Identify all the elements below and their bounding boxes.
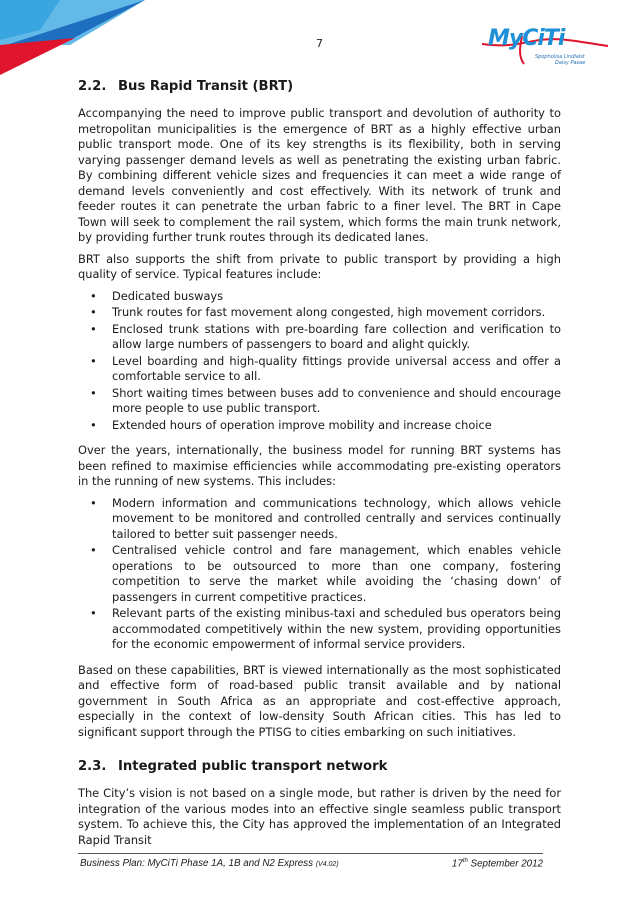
logo-tagline-line1: Spopholisa Lindlalst (535, 54, 585, 60)
logo-tagline-line2: Daisy Pasae (555, 60, 586, 66)
page-footer (78, 853, 543, 870)
logo-brand: MyCiTi (488, 26, 565, 51)
section-heading-2-2 (78, 78, 561, 96)
paragraph: Over the years, internationally, the business model for running BRT systems has been refined to maximise efficiencies while accommodating pre-existing operators in the running of new systems. This includes: (78, 443, 561, 488)
features-list (78, 289, 561, 434)
footer-date-suffix: th (462, 858, 468, 864)
section-title: Integrated public transport network (118, 759, 388, 774)
footer-version: (V4.02) (315, 861, 339, 868)
list-item: • Extended hours of operation improve mobility and increase choice (112, 418, 561, 434)
footer-date-day: 17 (451, 858, 463, 870)
section-heading-2-3 (78, 758, 561, 776)
list-item: • Centralised vehicle control and fare management, which enables vehicle operations to be outsourced to more than one company, fostering competition to serve the market while avoiding the ‘chasing down’ of passengers in current competitive practices. (112, 543, 561, 605)
footer-title-text: Business Plan: MyCiTi Phase 1A, 1B and N2 Express (80, 858, 313, 869)
page-number: 7 (316, 37, 323, 50)
header-corner-graphic (0, 0, 150, 80)
section-number: 2.3. (78, 759, 107, 774)
list-item: • Short waiting times between buses add to convenience and should encourage more people to use public transport. (112, 386, 561, 417)
list-item: • Dedicated busways (112, 289, 561, 305)
list-item: • Modern information and communications technology, which allows vehicle movement to be monitored and controlled centrally and services continually tailored to better suit passenger needs. (112, 496, 561, 543)
list-item: • Relevant parts of the existing minibus-taxi and scheduled bus operators being accommodated competitively within the new system, providing opportunities for the economic empowerment of informal service providers. (112, 606, 561, 653)
paragraph: BRT also supports the shift from private to public transport by providing a high quality of service. Typical features include: (78, 251, 561, 281)
section-number: 2.2. (78, 79, 107, 94)
paragraph: Accompanying the need to improve public transport and devolution of authority to metropolitan municipalities is the emergence of BRT as a highly effective urban public transport mode. One of its key strengths is its flexibility, both in serving varying passenger demand levels as well as penetrating the existing urban fabric. By combining different vehicle sizes and frequencies it can meet a wide range of demand levels conveniently and cost effectively. With its network of trunk and feeder routes it can penetrate the urban fabric to a finer level. The BRT in Cape Town will seek to complement the rail system, which forms the main trunk network, by providing further trunk routes through its dedicated lanes. (78, 106, 561, 244)
document-body (78, 78, 561, 854)
footer-doc-title (80, 858, 339, 869)
footer-date-rest: September 2012 (467, 858, 543, 870)
section-title: Bus Rapid Transit (BRT) (118, 79, 294, 94)
list-item: • Level boarding and high-quality fittings provide universal access and offer a comfortable service to all. (112, 354, 561, 385)
logo-tagline (535, 54, 585, 66)
list-item: • Enclosed trunk stations with pre-boarding fare collection and verification to allow large numbers of passengers to board and alight quickly. (112, 322, 561, 353)
paragraph: The City’s vision is not based on a single mode, but rather is driven by the need for integration of the various modes into an effective single seamless public transport system. To achieve this, the City has approved the implementation of an Integrated Rapid Transit (78, 786, 561, 847)
business-model-list (78, 496, 561, 653)
footer-date (452, 858, 543, 869)
myciti-logo (480, 22, 620, 72)
list-item: • Trunk routes for fast movement along congested, high movement corridors. (112, 305, 561, 321)
paragraph: Based on these capabilities, BRT is viewed internationally as the most sophisticated and effective form of road-based public transit available and by national government in South Africa as an appropriate and cost-effective approach, especially in the context of low-density South African cities. This has led to significant support through the PTISG to cities embarking on such initiatives. (78, 662, 561, 739)
